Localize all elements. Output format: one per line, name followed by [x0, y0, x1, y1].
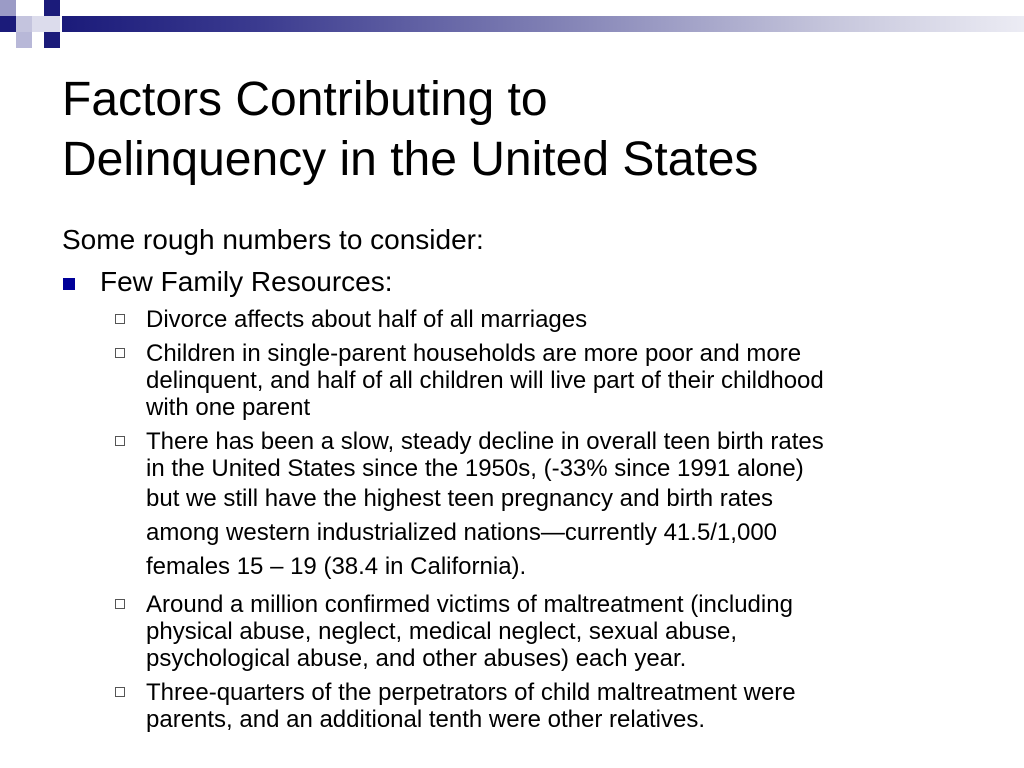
- sub-bullet-item: [110, 306, 1010, 333]
- bullet-line: Divorce affects about half of all marriages: [146, 306, 588, 333]
- title-line: Factors Contributing to: [62, 73, 548, 126]
- slide-title: [62, 70, 758, 190]
- hollow-square-bullet-icon: [115, 348, 125, 358]
- bullet-line: Around a million confirmed victims of maltreatment (including: [146, 591, 793, 618]
- bullet-line: with one parent: [146, 394, 311, 421]
- corner-square: [0, 0, 16, 16]
- corner-square: [32, 16, 60, 32]
- continuation-line: but we still have the highest teen pregnancy and birth rates: [146, 485, 774, 512]
- hollow-square-bullet-icon: [115, 599, 125, 609]
- bullet-level1-text: Few Family Resources:: [100, 266, 393, 297]
- sub-bullet-item: [110, 340, 1010, 421]
- bullet-line: in the United States since the 1950s, (-33% since 1991 alone): [146, 455, 804, 482]
- corner-square: [44, 32, 60, 48]
- bullet-line: Children in single-parent households are more poor and more: [146, 340, 802, 367]
- hollow-square-bullet-icon: [115, 314, 125, 324]
- corner-square: [0, 16, 16, 32]
- intro-text: Some rough numbers to consider:: [62, 224, 484, 255]
- continuation-line: females 15 – 19 (38.4 in California).: [146, 553, 527, 580]
- square-bullet-icon: [63, 278, 75, 290]
- corner-decoration: [0, 0, 90, 70]
- bullet-line: physical abuse, neglect, medical neglect, sexual abuse,: [146, 618, 738, 645]
- bullet-line: There has been a slow, steady decline in overall teen birth rates: [146, 428, 824, 455]
- corner-square: [44, 0, 60, 16]
- title-line: Delinquency in the United States: [62, 133, 759, 186]
- bullet-line: psychological abuse, and other abuses) each year.: [146, 645, 687, 672]
- sub-bullet-list: [110, 306, 1010, 740]
- sub-bullet-item: [110, 428, 1010, 584]
- sub-bullet-item: [110, 679, 1010, 733]
- bullet-line: Three-quarters of the perpetrators of child maltreatment were: [146, 679, 796, 706]
- continuation-line: among western industrialized nations—currently 41.5/1,000: [146, 519, 778, 546]
- corner-square: [16, 16, 32, 32]
- bullet-line: delinquent, and half of all children will live part of their childhood: [146, 367, 824, 394]
- header-gradient-bar: [62, 16, 1024, 32]
- hollow-square-bullet-icon: [115, 687, 125, 697]
- hollow-square-bullet-icon: [115, 436, 125, 446]
- corner-square: [16, 0, 32, 16]
- corner-square: [16, 32, 32, 48]
- bullet-line: parents, and an additional tenth were other relatives.: [146, 706, 706, 733]
- sub-bullet-item: [110, 591, 1010, 672]
